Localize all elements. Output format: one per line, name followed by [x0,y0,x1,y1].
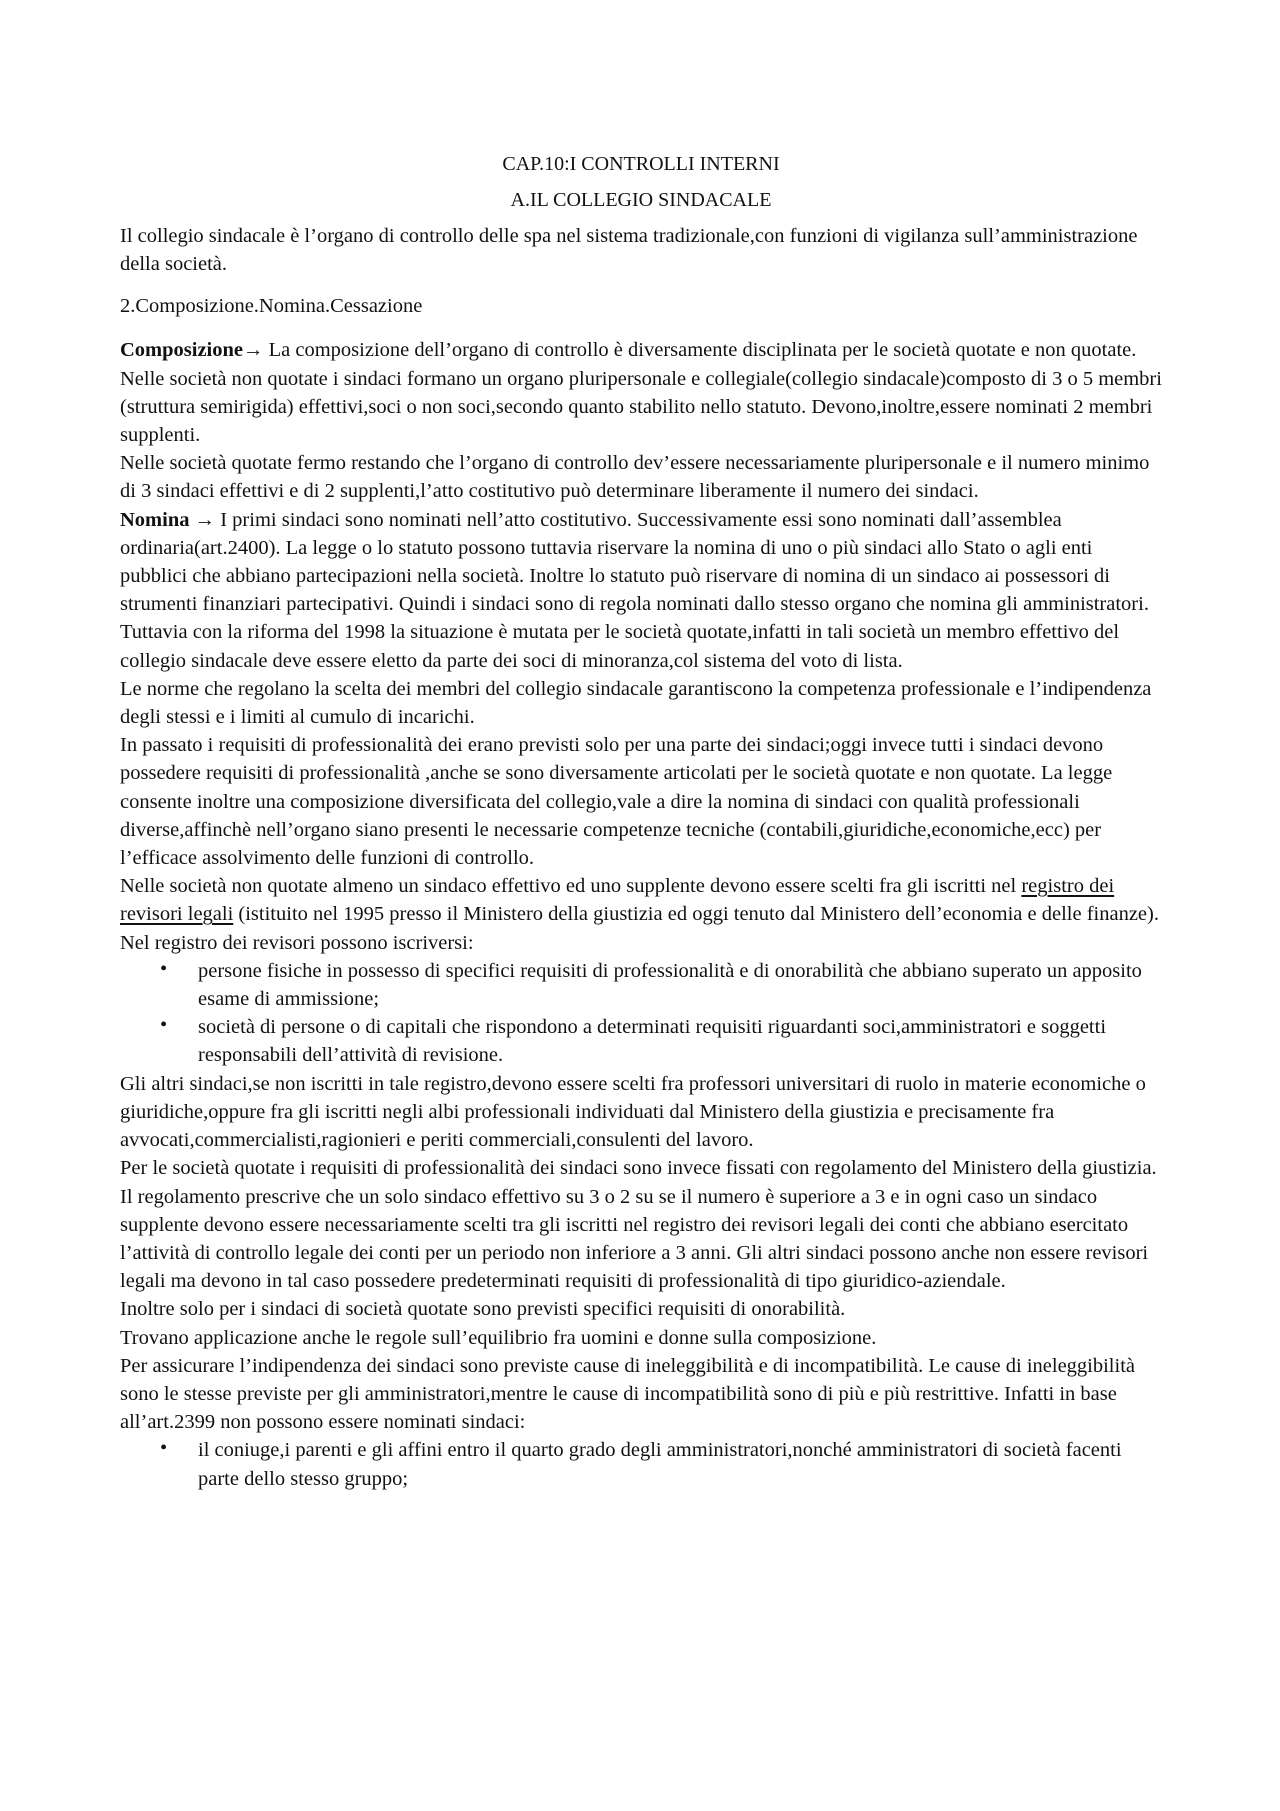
arrow-icon: → [194,508,216,531]
composizione-paragraph [120,336,1162,364]
composizione-text: La composizione dell’organo di controllo è diversamente disciplinata per le società quotate e non quotate. [263,339,1137,362]
registro-text-a: Nelle società non quotate almeno un sindaco effettivo ed uno supplente devono essere scelti fra gli iscritti nel [120,875,1022,898]
quotate-paragraph: Nelle società quotate fermo restando che l’organo di controllo dev’essere necessariamente pluripersonale e il numero minimo di 3 sindaci effettivi e di 2 supplenti,l’atto costitutivo può determinare liberamente il numero dei sindaci. [120,452,1150,503]
equilibrio-paragraph: Trovano applicazione anche le regole sull’equilibrio fra uomini e donne sulla composizione. [120,1326,877,1349]
list-item [160,1436,1162,1492]
section-heading: 2.Composizione.Nomina.Cessazione [120,295,423,318]
intro-paragraph: Il collegio sindacale è l’organo di controllo delle spa nel sistema tradizionale,con funzioni di vigilanza sull’amministrazione della società. [120,225,1138,276]
composizione-label: Composizione [120,339,243,362]
section-title: A.IL COLLEGIO SINDACALE [510,189,772,211]
ineleggibili-bullet-list [120,1436,1162,1492]
registro-text-b: (istituito nel 1995 presso il Ministero della giustizia ed oggi tenuto dal Ministero dell’economia e delle finanze). Nel registro dei revisori possono iscriversi: [120,903,1159,954]
bullet-icon: • [160,1014,168,1037]
non-quotate-paragraph: Nelle società non quotate i sindaci formano un organo pluripersonale e collegiale(collegio sindacale)composto di 3 o 5 membri (struttura semirigida) effettivi,soci o non soci,secondo quanto stabilito nello statuto. Devono,inoltre,essere nominati 2 membri supplenti. [120,367,1162,447]
chapter-title: CAP.10:I CONTROLLI INTERNI [502,153,780,175]
list-item [160,1013,1162,1069]
arrow-icon: → [243,339,264,362]
registro-bullet-list [120,957,1162,1070]
altri-sindaci-paragraph: Gli altri sindaci,se non iscritti in tale registro,devono essere scelti fra professori universitari di ruolo in materie economiche o giuridiche,oppure fra gli iscritti negli albi professionali individuati dal Ministero della giustizia e precisamente fra avvocati,commercialisti,ragionieri e periti commerciali,consulenti del lavoro. [120,1072,1146,1152]
nomina-text: I primi sindaci sono nominati nell’atto costitutivo. Successivamente essi sono nominati dall’assemblea ordinaria(art.2400). La legge o lo statuto possono tuttavia riservare la nomina di uno o più sindaci allo Stato o agli enti pubblici che abbiano partecipazioni nella società. Inoltre lo statuto può riservare di nomina di un sindaco ai possessori di strumenti finanziari partecipativi. Quindi i sindaci sono di regola nominati dallo stesso organo che nomina gli amministratori. [120,508,1149,616]
list-item-text: persone fisiche in possesso di specifici requisiti di professionalità e di onorabilità che abbiano superato un apposito esame di ammissione; [198,959,1142,1011]
registro-underlined-term: registro dei revisori legali [120,875,1115,926]
quotate-requisiti-paragraph: Per le società quotate i requisiti di professionalità dei sindaci sono invece fissati con regolamento del Ministero della giustizia. Il regolamento prescrive che un solo sindaco effettivo su 3 o 2 su se il numero è superiore a 3 e in ogni caso un sindaco supplente devono essere necessariamente scelti tra gli iscritti nel registro dei revisori legali dei conti che abbiano esercitato l’attività di controllo legale dei conti per un periodo non inferiore a 3 anni. Gli altri sindaci possono anche non essere revisori legali ma devono in tal caso possedere predeterminati requisiti di professionalità di tipo giuridico-aziendale. [120,1157,1157,1293]
registro-paragraph [120,872,1162,957]
nomina-paragraph [120,506,1162,619]
list-item-text: il coniuge,i parenti e gli affini entro il quarto grado degli amministratori,nonché amministratori di società facenti parte dello stesso gruppo; [198,1439,1122,1490]
bullet-icon: • [160,1437,168,1460]
indipendenza-paragraph: Per assicurare l’indipendenza dei sindaci sono previste cause di ineleggibilità e di incompatibilità. Le cause di ineleggibilità sono le stesse previste per gli amministratori,mentre le cause di incompatibilità sono di più e più restrittive. Infatti in base all’art.2399 non possono essere nominati sindaci: [120,1354,1135,1434]
onorabilita-paragraph: Inoltre solo per i sindaci di società quotate sono previsti specifici requisiti di onorabilità. [120,1298,846,1321]
nomina-label: Nomina [120,508,190,531]
list-item-text: società di persone o di capitali che rispondono a determinati requisiti riguardanti soci,amministratori e soggetti responsabili dell’attività di revisione. [198,1016,1107,1067]
riforma-paragraph: Tuttavia con la riforma del 1998 la situazione è mutata per le società quotate,infatti in tali società un membro effettivo del collegio sindacale deve essere eletto da parte dei soci di minoranza,col sistema del voto di lista. [120,621,1120,672]
passato-paragraph: In passato i requisiti di professionalità dei erano previsti solo per una parte dei sindaci;oggi invece tutti i sindaci devono possedere requisiti di professionalità ,anche se sono diversamente articolati per le società quotate e non quotate. La legge consente inoltre una composizione diversificata del collegio,vale a dire la nomina di sindaci con qualità professionali diverse,affinchè nell’organo siano presenti le necessarie competenze tecniche (contabili,giuridiche,economiche,ecc) per l’efficace assolvimento delle funzioni di controllo. [120,734,1113,870]
list-item [160,957,1162,1013]
bullet-icon: • [160,957,168,980]
norme-paragraph: Le norme che regolano la scelta dei membri del collegio sindacale garantiscono la competenza professionale e l’indipendenza degli stessi e i limiti al cumulo di incarichi. [120,677,1152,729]
